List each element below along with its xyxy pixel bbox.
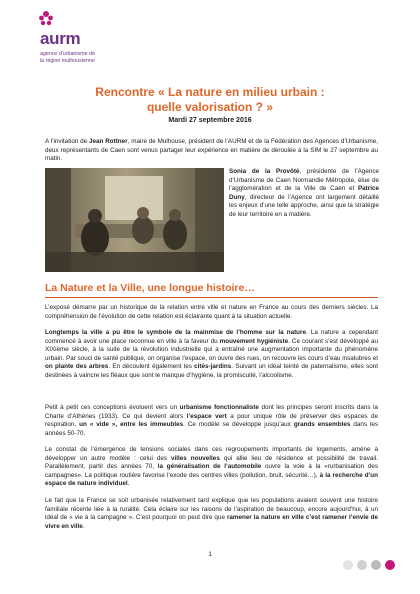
document-title-line1: Rencontre « La nature en milieu urbain :: [95, 85, 325, 99]
intro-paragraph: A l’invitation de Jean Rottner, maire de Mulhouse, président de l’AURM et de la Fédération des Agences d’Urbanisme, deux représentants de Caen sont venus partager leur expérience en matière de déroulée à la SIM le 27 septembre au matin.: [45, 138, 378, 163]
page-number: 1: [208, 551, 212, 558]
event-date: Mardi 27 septembre 2016: [168, 117, 252, 124]
logo-tagline-line2: la région mulhousienne: [40, 58, 95, 64]
section-heading: La Nature et la Ville, une longue histoire…: [45, 282, 255, 294]
paragraph-functionalism: Petit à petit ces conceptions évoluent vers un urbanisme fonctionnaliste dont les principes seront inscrits dans la Charte d’Athènes (1933). Ce qui devient alors l’espace vert a pour unique rôle de préserver des espaces de respiration, un « vide », entre les immeubles. Ce modèle se développe jusqu’aux grands ensembles dans les années 50-70.: [45, 404, 379, 437]
logo-tagline-line1: agence d'urbanisme de: [40, 51, 95, 57]
document-title-line2: quelle valorisation ? »: [146, 100, 274, 114]
decorative-dots-icon: [342, 559, 402, 571]
paragraph-history: L’exposé démarre par un historique de la relation entre ville et nature en France au cours des derniers siècles. La compréhension de l’évolution de cette relation est éclairante quant à la situation actuelle.: [45, 304, 378, 320]
aurm-logo: [20, 10, 140, 70]
flower-logo-icon: [38, 10, 54, 28]
speakers-paragraph: Sonia de la Provôté, présidente de l’Agence d’Urbanisme de Caen Normandie Métropole, élue de l’agglomération et de la Ville de Caen et Patrice Duny, directeur de l’Agence ont largement détaillé les enjeux d’une telle approche, ainsi que la stratégie de leur territoire en a matière.: [229, 168, 379, 218]
meeting-photo: [45, 168, 224, 272]
section-divider: [45, 297, 378, 298]
logo-brand: aurm: [40, 29, 81, 48]
paragraph-new-towns: Le constat de l’émergence de tensions sociales dans ces regroupements importants de logements, amène à développer un autre modèle : celui des villes nouvelles qui allie lieu de résidence et possibilité de travail. Parallèlement, partir des années 70, la généralisation de l’automobile ouvre la voie à la «rurbanisation des campagnes». La politique routière favorise l’exode des centres villes (pollution, bruit, sécurité…), à la recherche d’un espace de nature individuel.: [45, 446, 378, 488]
paragraph-hygienism: Longtemps la ville a pu être le symbole de la mainmise de l’homme sur la nature. La nature a cependant commencé à avoir une place reconnue en ville à la faveur du mouvement hygiéniste. Ce courant s’est développé au XIXième siècle, à la suite de la révolution industrielle qui a entraîné une augmentation importante du phénomène urbain. Par souci de santé publique, on organise l’espace, on ouvre des rues, on recouvre les cours d’eau insalubres et on plante des arbres. En découlent également les cités-jardins. Suivant un idéal teinté de paternalisme, elles sont destinées à vaincre les fléaux que sont le manque d’hygiène, la promiscuité, l’alcoolisme.: [45, 329, 379, 379]
paragraph-rurality: Le fait que la France se soit urbanisée relativement tard explique que les populations avaient souvent une histoire familiale récente liée à la ruralité. Cela éclaire sur les raisons de l’aspiration de beaucoup, encore aujourd’hui, à un idéal de « vie à la campagne ». C’est pourquoi on peut dire que ramener la nature en ville c’est ramener l’envie de vivre en ville.: [45, 497, 378, 530]
